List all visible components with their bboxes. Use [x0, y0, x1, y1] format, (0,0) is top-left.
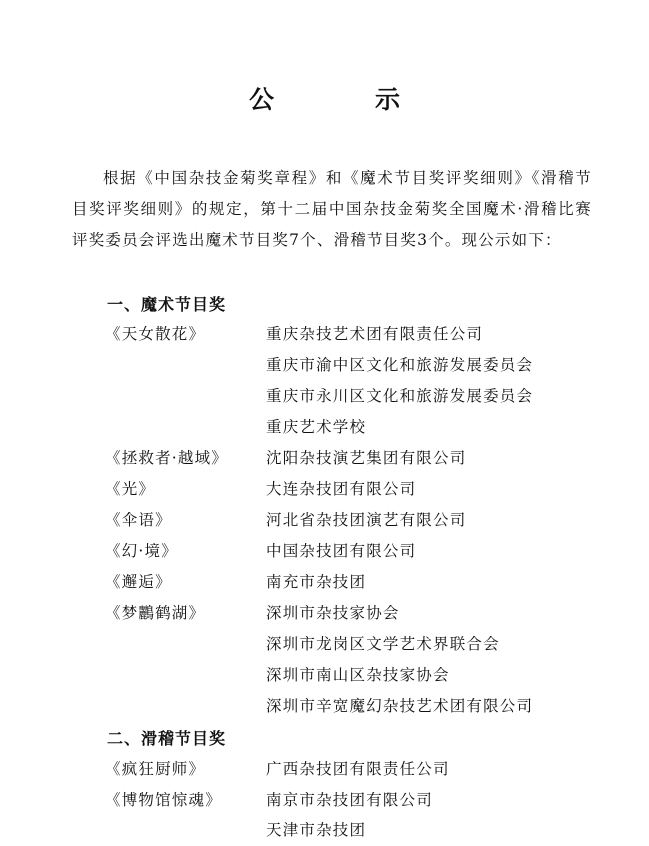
unit-name: 中国杂技团有限公司: [266, 542, 417, 560]
program-name: 《伞语》: [105, 511, 172, 529]
award-row: [0, 567, 649, 598]
award-row: [0, 815, 649, 846]
unit-name: 南充市杂技团: [266, 573, 367, 591]
unit-name: 广西杂技团有限责任公司: [266, 760, 450, 778]
unit-name: 深圳市龙岗区文学艺术界联合会: [266, 635, 500, 653]
unit-name: 大连杂技团有限公司: [266, 480, 417, 498]
award-row: [0, 505, 649, 536]
award-row: [0, 536, 649, 567]
unit-name: 南京市杂技团有限公司: [266, 791, 434, 809]
unit-name: 河北省杂技团演艺有限公司: [266, 511, 467, 529]
page-title: 公 示: [248, 85, 438, 114]
award-row: [0, 754, 649, 785]
unit-name: 重庆市永川区文化和旅游发展委员会: [266, 387, 534, 405]
program-name: 《天女散花》: [105, 325, 206, 343]
section-heading-comedy: 二、滑稽节目奖: [107, 729, 227, 748]
unit-name: 沈阳杂技演艺集团有限公司: [266, 449, 467, 467]
unit-name: 重庆杂技艺术团有限责任公司: [266, 325, 484, 343]
unit-name: 重庆艺术学校: [266, 418, 367, 436]
award-row: [0, 629, 649, 660]
award-row: [0, 660, 649, 691]
award-row: [0, 443, 649, 474]
program-name: 《梦鸝鹤湖》: [105, 604, 206, 622]
section-heading-magic: 一、魔术节目奖: [107, 295, 227, 314]
intro-paragraph: 根据《中国杂技金菊奖章程》和《魔术节目奖评奖细则》《滑稽节目奖评奖细则》的规定，第十二届中国杂技金菊奖全国魔术·滑稽比赛评奖委员会评选出魔术节目奖7个、滑稽节目奖3个。现公示如下：: [72, 169, 592, 249]
program-name: 《邂逅》: [105, 573, 172, 591]
program-name: 《疯狂厨师》: [105, 760, 206, 778]
award-row: [0, 412, 649, 443]
unit-name: 深圳市辛宽魔幻杂技艺术团有限公司: [266, 697, 534, 715]
program-name: 《幻·境》: [105, 542, 178, 560]
unit-name: 天津市杂技团: [266, 821, 367, 839]
award-row: [0, 350, 649, 381]
program-name: 《拯救者·越域》: [105, 449, 229, 467]
program-name: 《博物馆惊魂》: [105, 791, 222, 809]
unit-name: 深圳市南山区杂技家协会: [266, 666, 450, 684]
unit-name: 重庆市渝中区文化和旅游发展委员会: [266, 356, 534, 374]
unit-name: 深圳市杂技家协会: [266, 604, 400, 622]
award-row: [0, 785, 649, 816]
award-row: [0, 598, 649, 629]
award-row: [0, 691, 649, 722]
award-row: [0, 381, 649, 412]
award-row: [0, 474, 649, 505]
program-name: 《光》: [105, 480, 156, 498]
award-row: [0, 319, 649, 350]
